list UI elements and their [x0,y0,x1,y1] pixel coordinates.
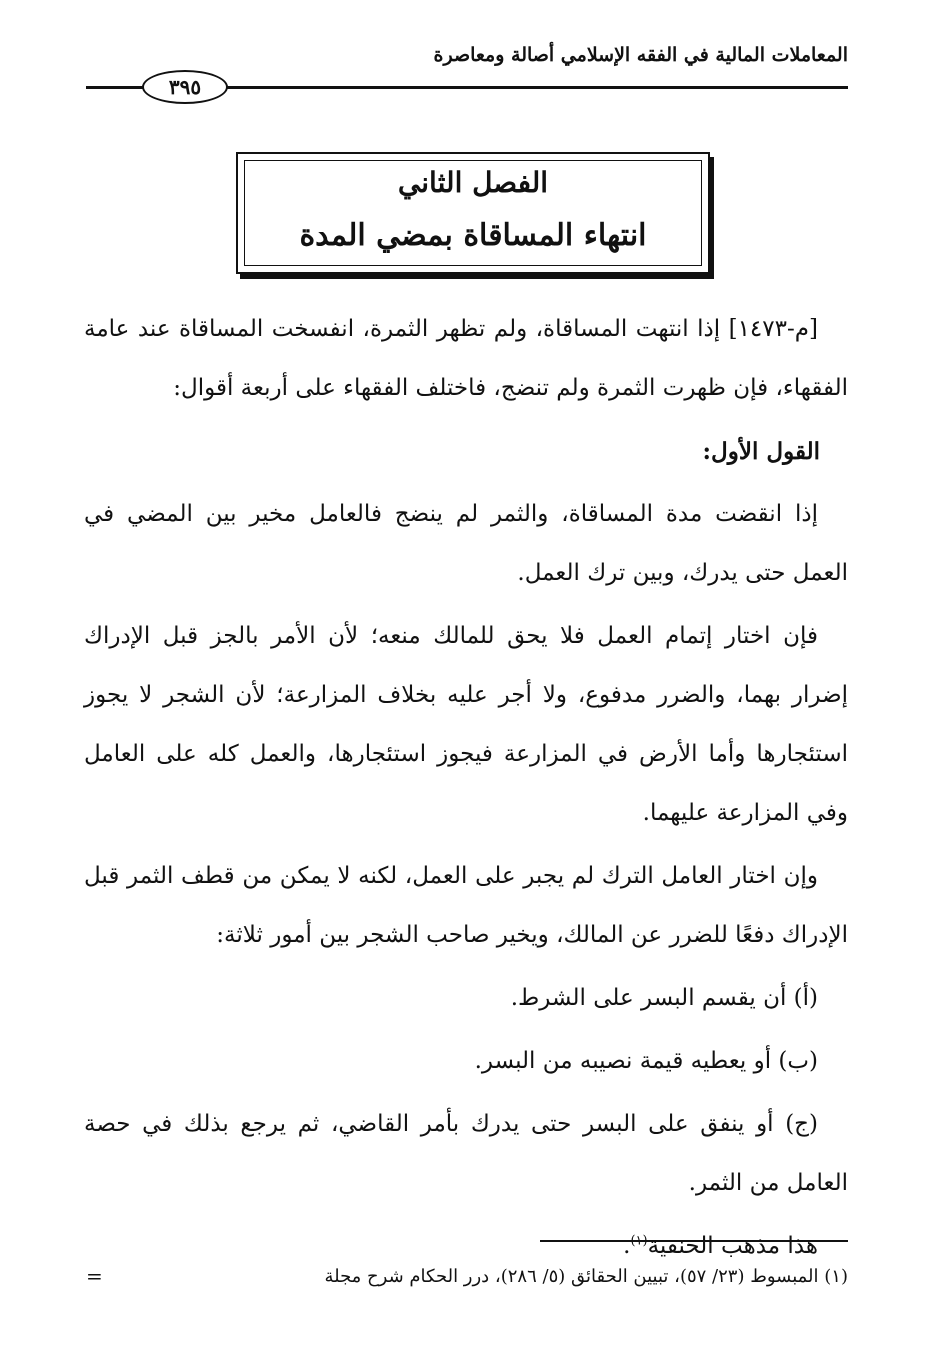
madhhab-end: . [623,1233,631,1259]
paragraph-1 [84,300,848,418]
chapter-title: انتهاء المساقاة بمضي المدة [299,218,647,253]
body-text [84,300,848,1280]
first-opinion-heading: القول الأول: [702,438,820,465]
footnote-1: (١) المبسوط (٢٣/ ٥٧)، تبيين الحقائق (٥/ ٢٨٦)، درر الحكام شرح مجلة [324,1266,848,1287]
footnote-continuation-mark: = [86,1264,103,1288]
page-number: ٣٩٥ [142,70,228,104]
option-a: (أ) أن يقسم البسر على الشرط. [510,985,818,1011]
chapter-label: الفصل الثاني [397,166,549,199]
paragraph-1-text: إذا انتهت المساقاة، ولم تظهر الثمرة، انفسخت المساقاة عند عامة الفقهاء، فإن ظهرت الثمرة ولم تنضج، فاختلف الفقهاء على أربعة أقوال: [84,316,848,401]
paragraph-2: إذا انقضت مدة المساقاة، والثمر لم ينضج فالعامل مخير بين المضي في العمل حتى يدرك، وبين ترك العمل. [84,501,848,586]
madhhab-text: هذا مذهب الحنفية [647,1233,818,1259]
chapter-heading-box [236,152,710,274]
paragraph-4: وإن اختار العامل الترك لم يجبر على العمل، لكنه لا يمكن من قطف الثمر قبل الإدراك دفعًا للضرر عن المالك، ويخير صاحب الشجر بين أمور ثلاثة: [84,863,848,948]
option-c: (ج) أو ينفق على البسر حتى يدرك بأمر القاضي، ثم يرجع بذلك في حصة العامل من الثمر. [84,1111,848,1196]
paragraph-3: فإن اختار إتمام العمل فلا يحق للمالك منعه؛ لأن الأمر بالجز قبل الإدراك إضرار بهما، والضرر مدفوع، ولا أجر عليه بخلاف المزارعة؛ لأن الشجر لا يجوز استئجارها وأما الأرض في المزارعة فيجوز استئجارها، والعمل كله على العامل وفي المزارعة عليهما. [84,623,848,826]
running-title: المعاملات المالية في الفقه الإسلامي أصالة ومعاصرة [433,44,848,66]
issue-reference: [م-١٤٧٣] [728,316,818,342]
footnote-reference-1: (١) [630,1233,648,1249]
option-b: (ب) أو يعطيه قيمة نصيبه من البسر. [474,1048,818,1074]
footnote-rule [540,1240,848,1242]
